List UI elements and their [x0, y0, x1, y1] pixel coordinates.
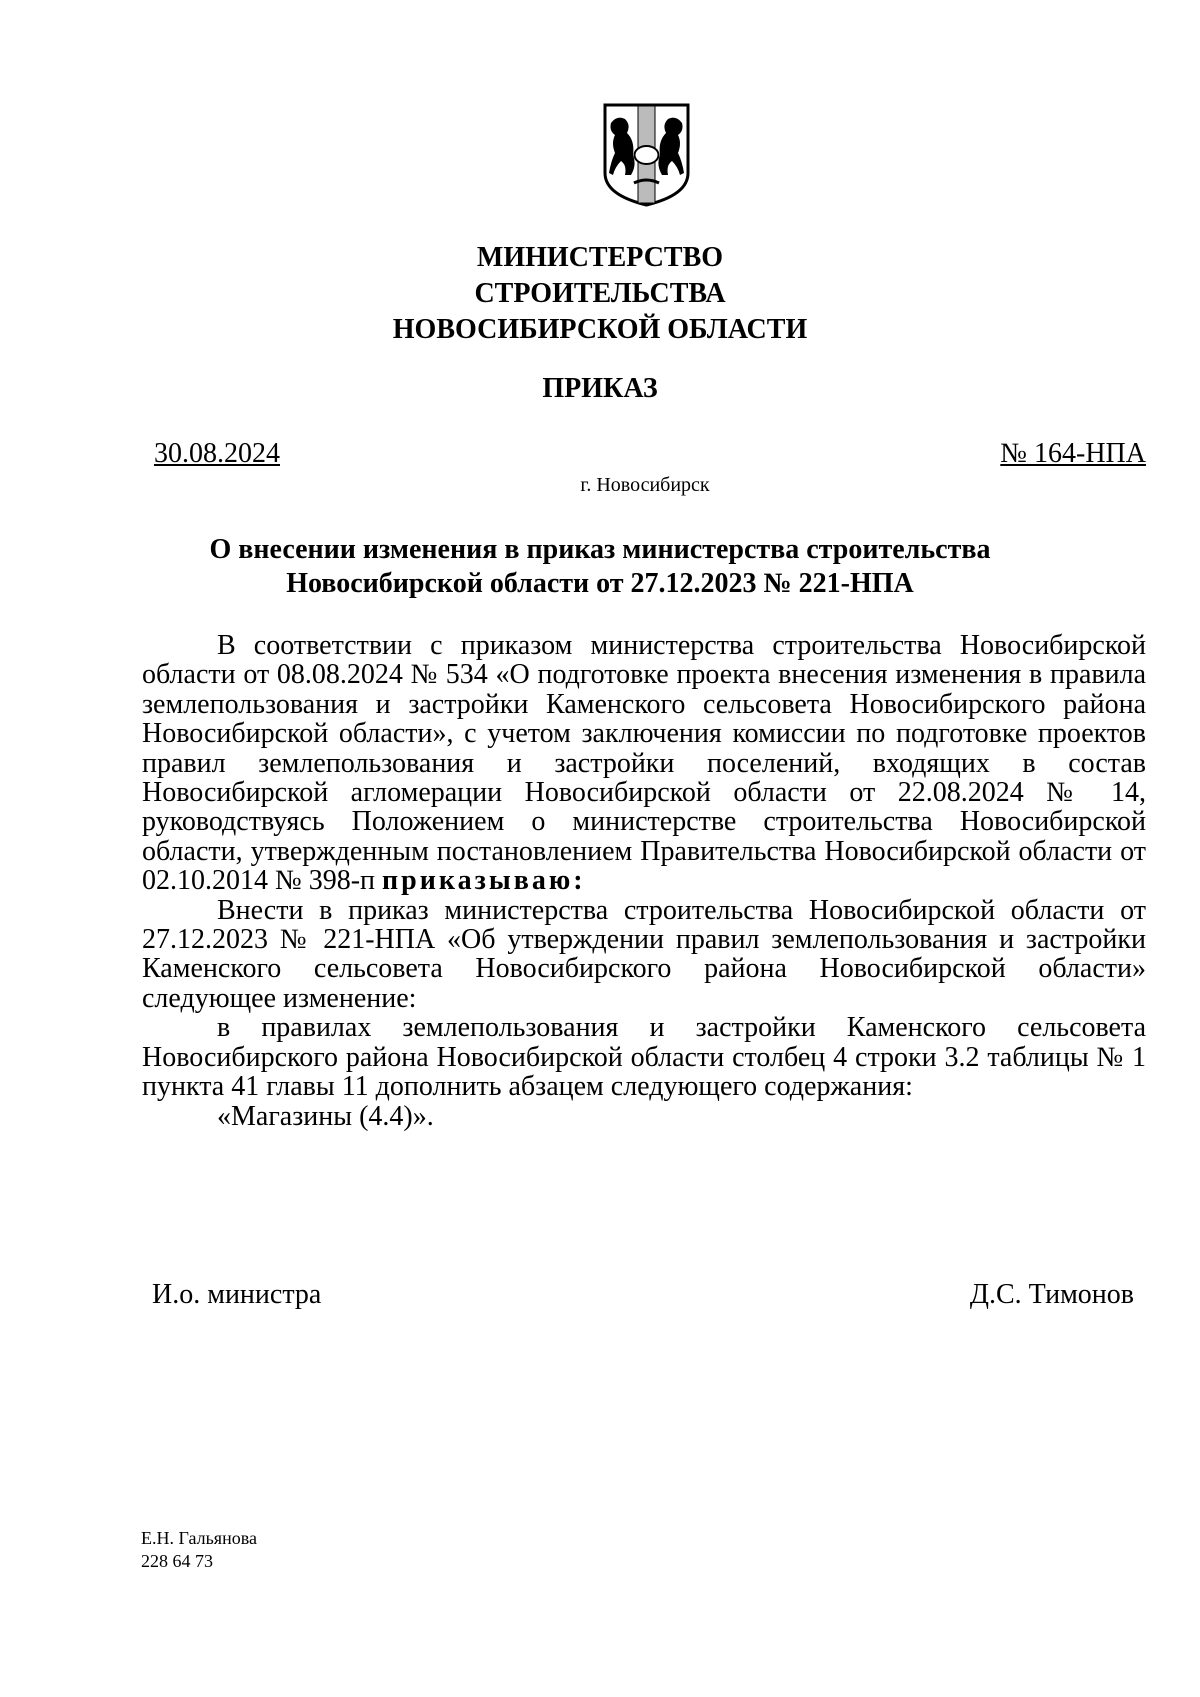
- org-line-2: СТРОИТЕЛЬСТВА: [474, 278, 726, 309]
- coat-of-arms-emblem: [603, 103, 690, 207]
- org-line-1: МИНИСТЕРСТВО: [476, 242, 724, 273]
- body-paragraph-3: в правилах землепользования и застройки Каменского сельсовета Новосибирского района Новосибирской области столбец 4 строки 3.2 таблицы № 1 пункта 41 главы 11 дополнить абзацем следующего содержания:: [142, 1012, 1146, 1103]
- executor-phone: 228 64 73: [141, 1551, 213, 1571]
- body-paragraph-1: [142, 631, 1146, 896]
- signatory-position: И.о. министра: [152, 1279, 322, 1310]
- body-paragraph-4: «Магазины (4.4)».: [217, 1100, 434, 1132]
- organization-title: [0, 240, 1200, 348]
- order-keyword: приказываю:: [382, 865, 586, 897]
- body-paragraph-2: Внести в приказ министерства строительства Новосибирской области от 27.12.2023 № 221-НПА «Об утверждении правил землепользования и застройки Каменского сельсовета Новосибирского района Новосибирской области» следующее изменение:: [142, 894, 1146, 1014]
- paragraph-1-text: В соответствии с приказом министерства строительства Новосибирской области от 08.08.2024 № 534 «О подготовке проекта внесения изменения в правила землепользования и застройки Каменского сельсовета Новосибирского района Новосибирской области», с учетом заключения комиссии по подготовке проектов правил землепользования и застройки поселений, входящих в состав Новосибирской агломерации Новосибирской области от 22.08.2024 № 14, руководствуясь Положением о министерстве строительства Новосибирской области, утвержденным постановлением Правительства Новосибирской области от 02.10.2014 № 398-п: [142, 630, 1146, 897]
- org-line-3: НОВОСИБИРСКОЙ ОБЛАСТИ: [392, 314, 808, 345]
- document-date: 30.08.2024: [154, 438, 280, 469]
- document-body: [142, 631, 1146, 1131]
- document-type: ПРИКАЗ: [542, 373, 658, 404]
- coat-of-arms-icon: [603, 103, 690, 207]
- document-subject: [0, 533, 1200, 601]
- document-number: № 164-НПА: [1000, 438, 1146, 469]
- subject-line-2: Новосибирской области от 27.12.2023 № 221-НПА: [286, 568, 914, 599]
- city-label: г. Новосибирск: [580, 474, 710, 496]
- subject-line-1: О внесении изменения в приказ министерства строительства: [209, 534, 991, 565]
- executor-name: Е.Н. Гальянова: [141, 1528, 257, 1548]
- executor-info: [141, 1527, 257, 1573]
- signatory-name: Д.С. Тимонов: [969, 1279, 1134, 1310]
